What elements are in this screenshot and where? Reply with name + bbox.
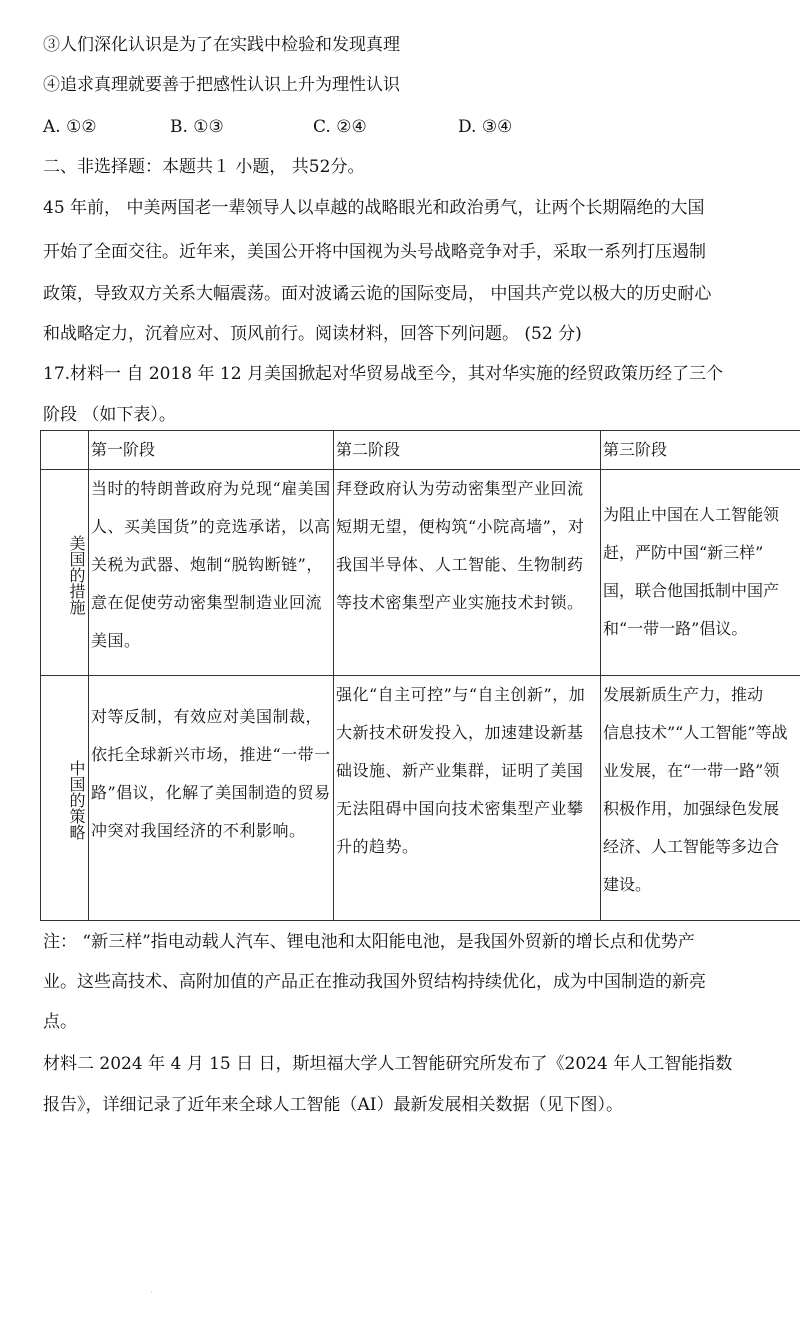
- option-b: B. ①③: [170, 117, 224, 137]
- table-header-stage-1: 第一阶段: [89, 431, 334, 470]
- row-label-china: 中国的策略: [41, 676, 89, 921]
- cell-line: 积极作用，加强绿色发展: [603, 799, 780, 818]
- note-line-3: 点。: [43, 1012, 77, 1032]
- cell-us-stage-3: [601, 470, 800, 676]
- material2-line-2: 报告》，详细记录了近年来全球人工智能（AI）最新发展相关数据（见下图）。: [43, 1095, 623, 1115]
- cell-line: 和“一带一路”倡议。: [603, 619, 748, 638]
- section-title: 二、非选择题：本题共１ 小题， 共52分。: [43, 157, 365, 177]
- q17-line-1: 17.材料一 自 2018 年 12 月美国掀起对华贸易战至今，其对华实施的经贸政策历经了三个: [43, 364, 723, 384]
- cell-line: 经济、人工智能等多边合: [603, 837, 780, 856]
- cell-line: 建设。: [603, 875, 652, 894]
- q17-line-2: 阶段 （如下表）。: [43, 405, 176, 425]
- intro-line-2: 开始了全面交往。近年来，美国公开将中国视为头号战略竞争对手，采取一系列打压遏制: [43, 242, 706, 262]
- cell-us-stage-1: 当时的特朗普政府为兑现“雇美国人、买美国货”的竞选承诺，以高关税为武器、炮制“脱钩断链”，意在促使劳动密集型制造业回流美国。: [89, 470, 334, 676]
- cell-line: 发展新质生产力，推动: [603, 685, 764, 704]
- note-line-1: 注： “新三样”指电动载人汽车、锂电池和太阳能电池，是我国外贸新的增长点和优势产: [43, 932, 695, 952]
- table-header-row: [41, 431, 800, 470]
- cell-line: 为阻止中国在人工智能领: [603, 505, 780, 524]
- cell-line: 赶，严防中国“新三样”: [603, 543, 764, 562]
- intro-line-1: 45 年前， 中美两国老一辈领导人以卓越的战略眼光和政治勇气，让两个长期隔绝的大国: [43, 198, 705, 218]
- cell-china-stage-1: 对等反制，有效应对美国制裁，依托全球新兴市场，推进“一带一路”倡议，化解了美国制造的贸易冲突对我国经济的不利影响。: [89, 676, 334, 921]
- policy-table: [40, 430, 800, 921]
- option-a: A. ①②: [43, 117, 97, 137]
- row-label-us: 美国的措施: [41, 470, 89, 676]
- intro-line-4: 和战略定力，沉着应对、顶风前行。阅读材料，回答下列问题。 (52 分): [43, 324, 582, 344]
- cell-line: 国，联合他国抵制中国产: [603, 581, 780, 600]
- option-c: C. ②④: [313, 117, 367, 137]
- cell-china-stage-2: 强化“自主可控”与“自主创新”，加大新技术研发投入，加速建设新基础设施、新产业集群，证明了美国无法阻碍中国向技术密集型产业攀升的趋势。: [334, 676, 601, 921]
- question-item-3: ③人们深化认识是为了在实践中检验和发现真理: [43, 35, 400, 55]
- table-header-stage-3: 第三阶段: [601, 431, 800, 470]
- table-header-corner: [41, 431, 89, 470]
- footer-mark: ·: [150, 1288, 154, 1299]
- question-item-4: ④追求真理就要善于把感性认识上升为理性认识: [43, 75, 400, 95]
- table-row: [41, 676, 800, 921]
- cell-line: 业发展，在“一带一路”领: [603, 761, 780, 780]
- option-d: D. ③④: [458, 117, 513, 137]
- material2-line-1: 材料二 2024 年 4 月 15 日 日，斯坦福大学人工智能研究所发布了《2024 年人工智能指数: [43, 1054, 733, 1074]
- cell-china-stage-3: [601, 676, 800, 921]
- intro-line-3: 政策，导致双方关系大幅震荡。面对波谲云诡的国际变局， 中国共产党以极大的历史耐心: [43, 284, 712, 304]
- table-header-stage-2: 第二阶段: [334, 431, 601, 470]
- table-row: [41, 470, 800, 676]
- cell-us-stage-2: 拜登政府认为劳动密集型产业回流短期无望，便构筑“小院高墙”，对我国半导体、人工智能、生物制药等技术密集型产业实施技术封锁。: [334, 470, 601, 676]
- cell-line: 信息技术”“人工智能”等战: [603, 723, 788, 742]
- note-line-2: 业。这些高技术、高附加值的产品正在推动我国外贸结构持续优化，成为中国制造的新亮: [43, 972, 706, 992]
